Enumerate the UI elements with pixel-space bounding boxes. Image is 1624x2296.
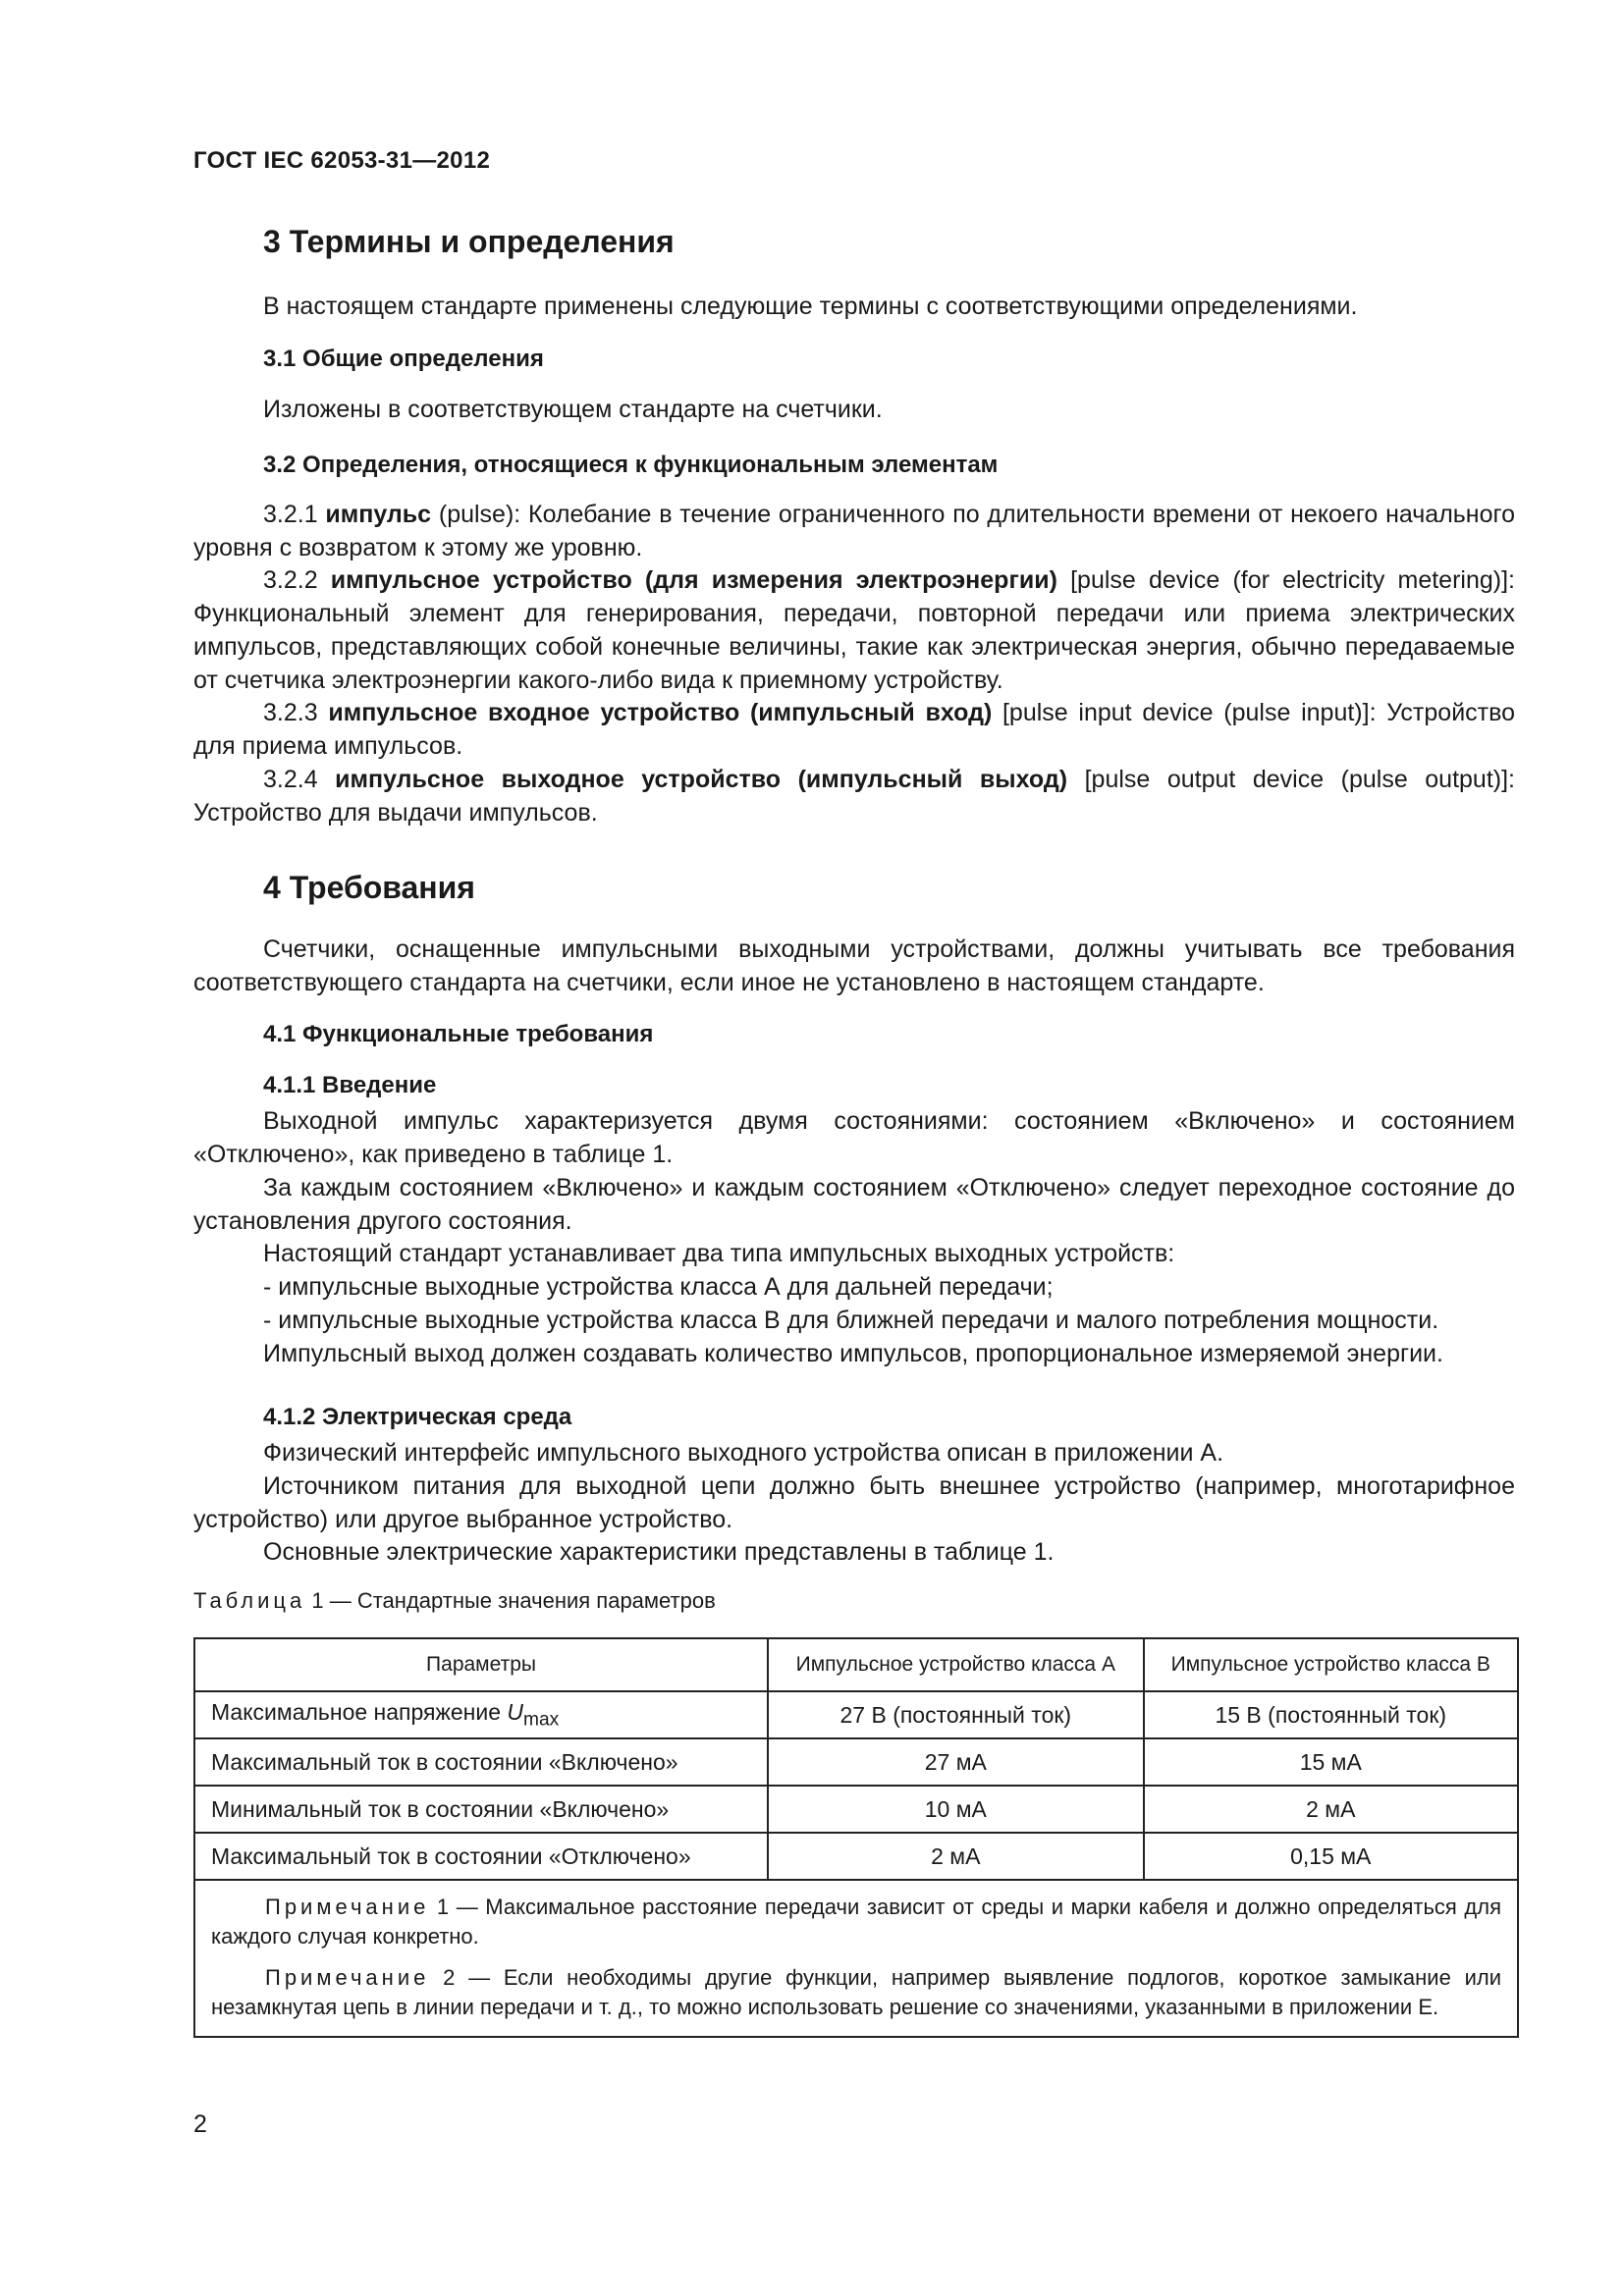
table-row [194,1738,1518,1786]
subsection-4-1-1-p5: - импульсные выходные устройства класса В для ближней передачи и малого потребления мощности. [263,1307,1439,1334]
table-cell: 0,15 мА [1144,1833,1518,1880]
table-header-row [194,1638,1518,1691]
table-cell: 15 В (постоянный ток) [1144,1691,1518,1738]
term-3-2-2: 3.2.2 импульсное устройство (для измерения электроэнергии) [pulse device (for electricity metering)]: Функциональный элемент для генерирования, передачи, повторной передачи или приема электрических импульсов, представляющих собой конечные величины, такие как электрическая энергия, обычно передаваемые от счетчика электроэнергии какого-либо вида к приемному устройству. [193,566,1515,694]
subsection-3-1-title: 3.1 Общие определения [263,346,544,372]
table-cell-param: Минимальный ток в состоянии «Включено» [194,1786,768,1833]
parameters-table [193,1637,1519,2038]
page-number: 2 [193,2110,207,2138]
section-3-intro: В настоящем стандарте применены следующие термины с соответствующими определениями. [263,293,1358,320]
table-cell-param: Максимальное напряжение $U_{max}$ [194,1691,768,1738]
subsection-4-1-1-p3: Настоящий стандарт устанавливает два типа импульсных выходных устройств: [263,1240,1175,1267]
table-caption-label: Таблица [193,1588,306,1613]
subsection-4-1-2-p2: Источником питания для выходной цепи должно быть внешнее устройство (например, многотарифное устройство) или другое выбранное устройство. [193,1472,1515,1533]
table-cell: 27 В (постоянный ток) [768,1691,1143,1738]
term-3-2-3: 3.2.3 импульсное входное устройство (импульсный вход) [pulse input device (pulse input)]: Устройство для приема импульсов. [193,699,1516,760]
table-caption [193,1588,716,1614]
column-header: Параметры [194,1638,768,1691]
table-cell: 27 мА [768,1738,1143,1786]
table-cell: 15 мА [1144,1738,1518,1786]
term-name: импульсное выходное устройство (импульсный выход) [335,766,1068,793]
term-3-2-4: 3.2.4 импульсное выходное устройство (импульсный выход) [pulse output device (pulse output)]: Устройство для выдачи импульсов. [193,766,1515,827]
term-name: импульсное входное устройство (импульсный вход) [328,699,993,726]
column-header: Импульсное устройство класса В [1144,1638,1518,1691]
subsection-4-1-1-p6: Импульсный выход должен создавать количество импульсов, пропорциональное измеряемой энергии. [263,1340,1443,1367]
table-row [194,1786,1518,1833]
table-row [194,1833,1518,1880]
subsection-4-1-2-title: 4.1.2 Электрическая среда [263,1404,572,1430]
column-header: Импульсное устройство класса А [768,1638,1143,1691]
subsection-4-1-2-p3: Основные электрические характеристики представлены в таблице 1. [263,1538,1055,1566]
table-cell: 2 мА [768,1833,1143,1880]
term-name: импульс [325,501,432,528]
subsection-4-1-1-title: 4.1.1 Введение [263,1072,437,1098]
term-name: импульсное устройство (для измерения электроэнергии) [330,566,1057,594]
subsection-4-1-1-p1: Выходной импульс характеризуется двумя состояниями: состоянием «Включено» и состоянием «Отключено», как приведено в таблице 1. [193,1107,1515,1168]
subsection-3-1-text: Изложены в соответствующем стандарте на счетчики. [263,396,883,423]
table-cell: 2 мА [1144,1786,1518,1833]
term-3-2-1: 3.2.1 импульс (pulse): Колебание в течение ограниченного по длительности времени от некоего начального уровня с возвратом к этому же уровню. [193,501,1515,561]
table-row [194,1691,1518,1738]
table-note-2: Примечание 2 — Если необходимы другие функции, например выявление подлогов, короткое замыкание или незамкнутая цепь в линии передачи и т. д., то можно использовать решение со значениями, указанными в приложении Е. [211,1965,1501,2019]
table-notes-row [194,1880,1518,2037]
standard-code: ГОСТ IEC 62053-31—2012 [193,147,491,174]
table-note-1: Примечание 1 — Максимальное расстояние передачи зависит от среды и марки кабеля и должно определяться для каждого случая конкретно. [211,1895,1501,1949]
table-caption-text: 1 — Стандартные значения параметров [305,1588,716,1613]
section-3-title: 3 Термины и определения [263,224,675,259]
section-4-intro: Счетчики, оснащенные импульсными выходными устройствами, должны учитывать все требования соответствующего стандарта на счетчики, если иное не установлено в настоящем стандарте. [193,935,1515,996]
table-cell-param: Максимальный ток в состоянии «Включено» [194,1738,768,1786]
subsection-3-2-title: 3.2 Определения, относящиеся к функциональным элементам [263,452,999,478]
subsection-4-1-2-p1: Физический интерфейс импульсного выходного устройства описан в приложении А. [263,1439,1224,1467]
table-notes [194,1880,1518,2037]
section-4-title: 4 Требования [263,870,475,905]
subsection-4-1-title: 4.1 Функциональные требования [263,1021,654,1047]
subsection-4-1-1-p2: За каждым состоянием «Включено» и каждым состоянием «Отключено» следует переходное состояние до установления другого состояния. [193,1174,1515,1235]
table-cell-param: Максимальный ток в состоянии «Отключено» [194,1833,768,1880]
table-cell: 10 мА [768,1786,1143,1833]
subsection-4-1-1-p4: - импульсные выходные устройства класса А для дальней передачи; [263,1273,1054,1301]
